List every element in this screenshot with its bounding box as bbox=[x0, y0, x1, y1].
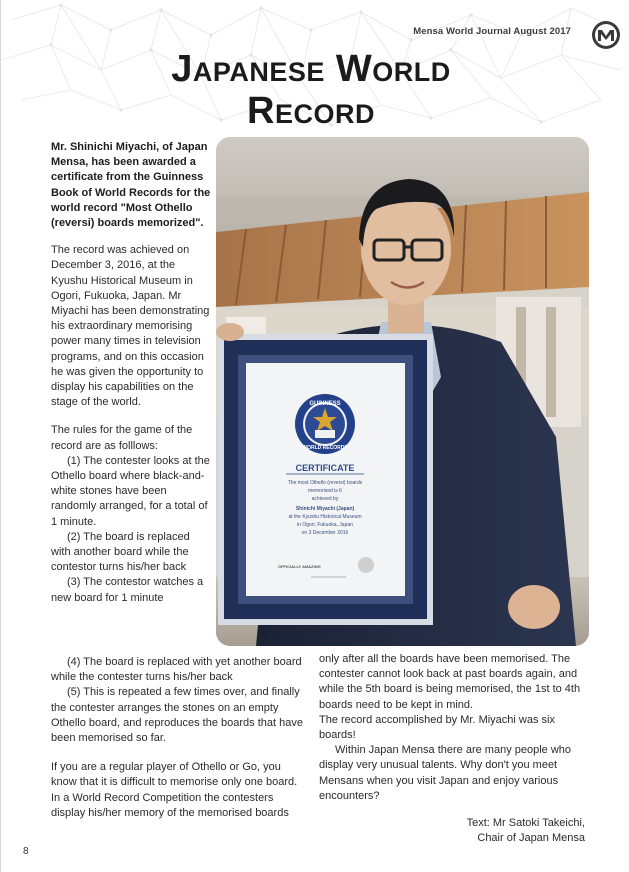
credit-line-2: Chair of Japan Mensa bbox=[477, 832, 585, 845]
mensa-logo-icon bbox=[591, 20, 621, 50]
seal-bottom-text: WORLD RECORDS bbox=[302, 445, 348, 451]
paragraph-record: The record was achieved on December 3, 2016, at the Kyushu Historical Museum in Ogori, Fukuoka, Japan. Mr Miyachi has been demonstrating his extraordinary memorising power many times in television programs, and on this occasion he was given the opportunity to display his capabilities on the stage of the world. bbox=[51, 244, 210, 409]
rule-4: (4) The board is replaced with yet another board while the contester turns his/her back bbox=[51, 656, 302, 684]
certificate-line-6: in Ogori, Fukuoka, Japan bbox=[297, 522, 353, 528]
article-right-bottom bbox=[319, 652, 585, 846]
certificate-line-3: achieved by bbox=[311, 496, 339, 502]
certificate-line-7: on 3 December 2016 bbox=[301, 530, 349, 536]
certificate-footer: OFFICIALLY AMAZING bbox=[278, 564, 321, 569]
certificate-heading: CERTIFICATE bbox=[295, 463, 355, 473]
credit-line-1: Text: Mr Satoki Takeichi, bbox=[466, 817, 585, 830]
seal-top-text: GUINNESS bbox=[309, 401, 341, 407]
rule-1: (1) The contester looks at the Othello board where black-and-white stones have been randomly arranged, for a total of 1 minute. bbox=[51, 454, 210, 528]
lead-paragraph: Mr. Shinichi Miyachi, of Japan Mensa, has been awarded a certificate from the Guinness Book of World Records for the world record "Most Othello (reversi) boards memorized". bbox=[51, 141, 211, 230]
paragraph-procedure: only after all the boards have been memorised. The contester cannot look back at past boards again, and while the 5th board is being memorised, the 1st to 4th boards need to be kept in mind. bbox=[319, 653, 581, 711]
page-title bbox=[1, 48, 621, 132]
paragraph-invitation: Within Japan Mensa there are many people who display very unusual talents. Why don't you meet Mensans when you visit Japan and enjoy various encounters? bbox=[319, 744, 572, 802]
paragraph-difficulty: If you are a regular player of Othello or Go, you know that it is difficult to memorise only one board. In a World Record Competition the contesters display his/her memory of the memorised boards bbox=[51, 761, 298, 819]
rule-5: (5) This is repeated a few times over, and finally the contester arranges the stones on an empty Othello board, and reproduces the boards that have been memorised so far. bbox=[51, 686, 303, 745]
certificate-line-4: Shinichi Miyachi (Japan) bbox=[295, 506, 355, 512]
paragraph-result: The record accomplished by Mr. Miyachi was six boards! bbox=[319, 713, 555, 742]
page-number: 8 bbox=[23, 846, 29, 857]
title-line-2: Record bbox=[247, 90, 375, 132]
title-line-1: Japanese World bbox=[171, 48, 451, 90]
rules-intro: The rules for the game of the record are as folllows: bbox=[51, 424, 193, 452]
journal-header: Mensa World Journal August 2017 bbox=[413, 26, 571, 37]
article-left-bottom bbox=[51, 655, 309, 833]
certificate-line-2: memorised is 6 bbox=[308, 488, 342, 494]
rule-2: (2) The board is replaced with another board while the contestor turns his/her back bbox=[51, 530, 190, 574]
certificate-line-5: at the Kyushu Historical Museum bbox=[288, 514, 362, 520]
certificate-line-1: The most Othello (reversi) boards bbox=[287, 480, 363, 486]
rule-3: (3) The contestor watches a new board for 1 minute bbox=[51, 576, 204, 604]
photo-certificate-holder bbox=[216, 137, 589, 646]
article-left-column bbox=[51, 140, 211, 606]
author-credit bbox=[319, 816, 585, 846]
